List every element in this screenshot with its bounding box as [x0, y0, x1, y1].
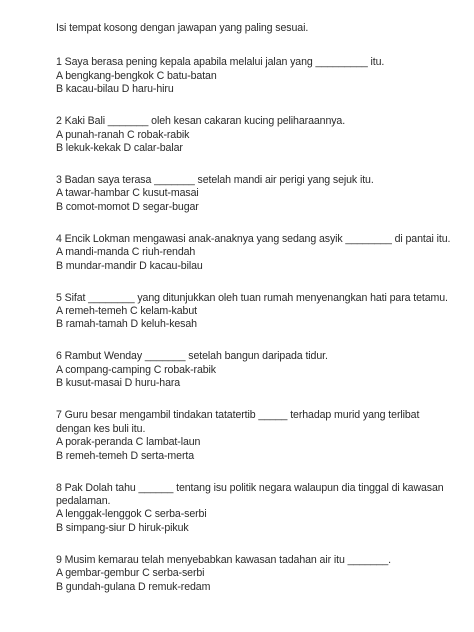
question-9 [56, 554, 456, 594]
question-text: 2 Kaki Bali _______ oleh kesan cakaran kucing peliharaannya. [56, 115, 346, 128]
question-2 [56, 115, 456, 155]
question-text: 4 Encik Lokman mengawasi anak-anaknya yang sedang asyik ________ di pantai itu. [56, 232, 451, 245]
options-row-a-c: A lenggak-lenggok C serba-serbi [56, 508, 207, 521]
options-row-a-c: A punah-ranah C robak-rabik [56, 128, 190, 141]
question-7 [56, 409, 456, 463]
question-text: 8 Pak Dolah tahu ______ tentang isu politik negara walaupun dia tinggal di kawasan pedalaman. [56, 481, 444, 507]
question-text: 9 Musim kemarau telah menyebabkan kawasan tadahan air itu _______. [56, 553, 391, 566]
question-text: 1 Saya berasa pening kepala apabila melalui jalan yang _________ itu. [56, 56, 385, 69]
options-row-a-c: A gembar-gembur C serba-serbi [56, 567, 205, 580]
options-row-a-c: A compang-camping C robak-rabik [56, 363, 217, 376]
question-6 [56, 350, 456, 390]
worksheet-page [56, 22, 456, 613]
options-row-a-c: A porak-peranda C lambat-laun [56, 436, 201, 449]
question-text: 7 Guru besar mengambil tindakan tatatertib _____ terhadap murid yang terlibat dengan kes buli itu. [56, 409, 420, 435]
options-row-a-c: A remeh-temeh C kelam-kabut [56, 305, 197, 318]
question-5 [56, 292, 456, 332]
question-text: 6 Rambut Wenday _______ setelah bangun daripada tidur. [56, 350, 328, 363]
options-row-b-d: B kacau-bilau D haru-hiru [56, 83, 174, 96]
question-text: 5 Sifat ________ yang ditunjukkan oleh tuan rumah menyenangkan hati para tetamu. [56, 291, 448, 304]
options-row-b-d: B comot-momot D segar-bugar [56, 200, 199, 213]
options-row-b-d: B kusut-masai D huru-hara [56, 377, 181, 390]
options-row-b-d: B gundah-gulana D remuk-redam [56, 580, 211, 593]
options-row-b-d: B ramah-tamah D keluh-kesah [56, 318, 197, 331]
question-4 [56, 233, 456, 273]
question-text: 3 Badan saya terasa _______ setelah mandi air perigi yang sejuk itu. [56, 174, 374, 187]
options-row-b-d: B mundar-mandir D kacau-bilau [56, 259, 203, 272]
question-1 [56, 56, 456, 96]
options-row-a-c: A tawar-hambar C kusut-masai [56, 187, 199, 200]
options-row-a-c: A bengkang-bengkok C batu-batan [56, 69, 217, 82]
question-8 [56, 482, 456, 536]
instruction-text: Isi tempat kosong dengan jawapan yang paling sesuai. [56, 22, 309, 34]
options-row-b-d: B remeh-temeh D serta-merta [56, 449, 195, 462]
options-row-a-c: A mandi-manda C riuh-rendah [56, 246, 196, 259]
options-row-b-d: B simpang-siur D hiruk-pikuk [56, 521, 189, 534]
options-row-b-d: B lekuk-kekak D calar-balar [56, 142, 183, 155]
question-3 [56, 174, 456, 214]
